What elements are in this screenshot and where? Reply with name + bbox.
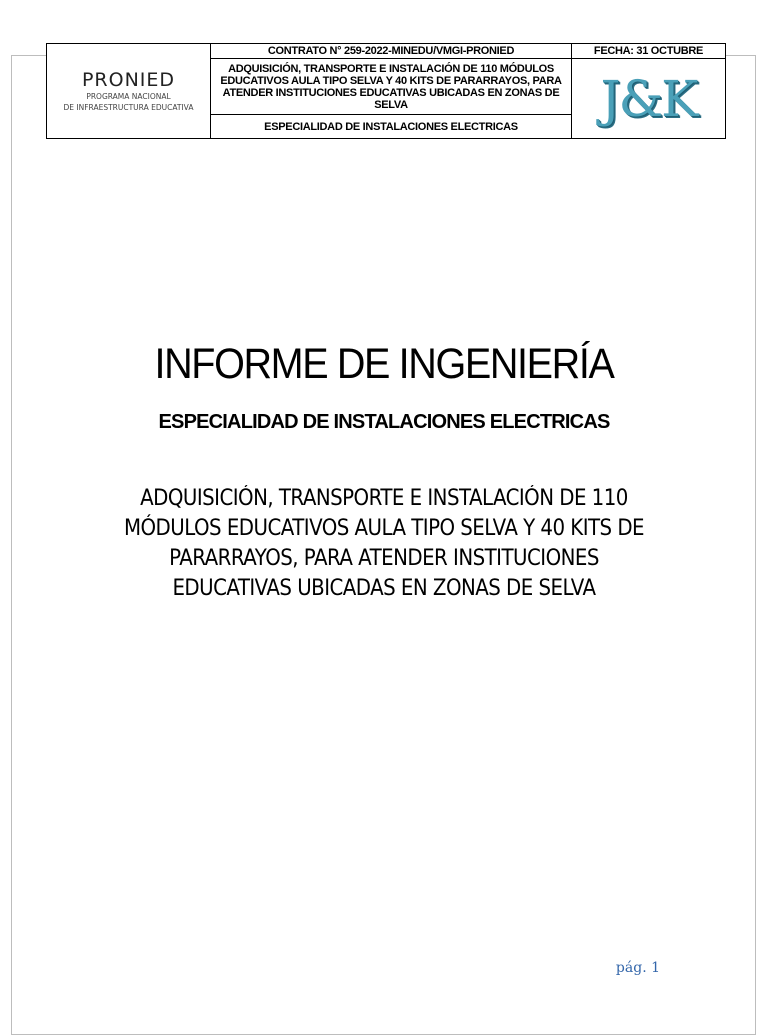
pronied-logo-cell: [47, 44, 211, 139]
pronied-logo-name: PRONIED: [81, 69, 176, 91]
document-date: FECHA: 31 OCTUBRE: [572, 44, 726, 59]
contract-number: CONTRATO N° 259-2022-MINEDU/VMGI-PRONIED: [211, 44, 572, 59]
header-specialty: ESPECIALIDAD DE INSTALACIONES ELECTRICAS: [211, 115, 572, 139]
pronied-logo: [47, 70, 210, 112]
project-description: ADQUISICIÓN, TRANSPORTE E INSTALACIÓN DE 110 MÓDULOS EDUCATIVOS AULA TIPO SELVA Y 40 KITS DE PARARRAYOS, PARA ATENDER INSTITUCIONES EDUCATIVAS UBICADAS EN ZONAS DE SELVA: [123, 486, 645, 601]
pronied-logo-line2: DE INFRAESTRUCTURA EDUCATIVA: [63, 103, 194, 112]
page-number: pág. 1: [615, 960, 660, 976]
page-title: INFORME DE INGENIERÍA: [154, 340, 614, 388]
jk-logo-cell: [572, 59, 726, 139]
jk-logo: J&K: [600, 69, 697, 128]
page-subtitle: ESPECIALIDAD DE INSTALACIONES ELECTRICAS: [158, 411, 610, 433]
project-title: ADQUISICIÓN, TRANSPORTE E INSTALACIÓN DE 110 MÓDULOS EDUCATIVOS AULA TIPO SELVA Y 40 KITS DE PARARRAYOS, PARA ATENDER INSTITUCIONES EDUCATIVAS UBICADAS EN ZONAS DE SELVA: [211, 59, 572, 115]
pronied-logo-line1: PROGRAMA NACIONAL: [86, 92, 171, 101]
document-header-table: [46, 43, 726, 139]
